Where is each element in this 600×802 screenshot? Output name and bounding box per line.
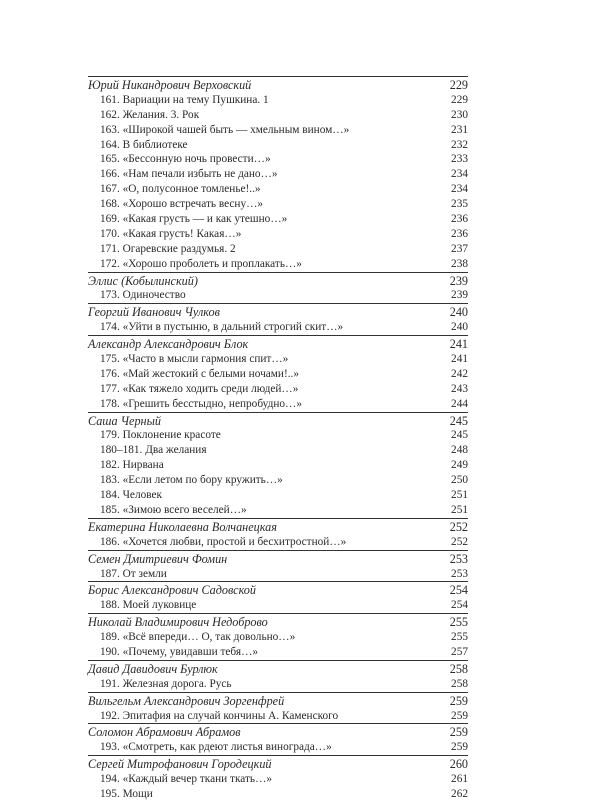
toc-section xyxy=(88,272,468,304)
poem-entry[interactable] xyxy=(88,288,468,303)
toc-section xyxy=(88,723,468,755)
poem-entry[interactable] xyxy=(88,320,468,335)
page-number: 259 xyxy=(451,709,468,722)
poem-entry[interactable] xyxy=(88,123,468,138)
page-number: 249 xyxy=(451,459,468,472)
poem-entry[interactable] xyxy=(88,473,468,488)
author-name: Борис Александрович Садовской xyxy=(88,583,256,598)
poem-title: 193. «Смотреть, как рдеют листья винограда…» xyxy=(100,741,332,754)
toc-section xyxy=(88,550,468,582)
page-number: 252 xyxy=(449,519,468,534)
poem-title: 168. «Хорошо встречать весну…» xyxy=(100,198,264,211)
page-number: 229 xyxy=(451,93,468,106)
page-number: 259 xyxy=(449,725,468,740)
poem-entry[interactable] xyxy=(88,227,468,242)
page-number: 239 xyxy=(449,273,468,288)
poem-entry[interactable] xyxy=(88,257,468,272)
page-number: 251 xyxy=(451,489,468,502)
author-entry[interactable] xyxy=(88,520,468,535)
poem-entry[interactable] xyxy=(88,182,468,197)
poem-entry[interactable] xyxy=(88,382,468,397)
poem-entry[interactable] xyxy=(88,787,468,802)
author-name: Семен Дмитриевич Фомин xyxy=(88,551,228,566)
page-number: 253 xyxy=(451,567,468,580)
poem-title: 185. «Зимою всего веселей…» xyxy=(100,503,247,516)
author-entry[interactable] xyxy=(88,78,468,93)
poem-entry[interactable] xyxy=(88,197,468,212)
toc-section xyxy=(88,303,468,335)
page-number: 240 xyxy=(449,305,468,320)
page-number: 230 xyxy=(451,108,468,121)
poem-title: 184. Человек xyxy=(100,489,163,502)
page-number: 259 xyxy=(451,741,468,754)
page-number: 261 xyxy=(451,773,468,786)
page-number: 258 xyxy=(449,661,468,676)
page-number: 242 xyxy=(451,367,468,380)
poem-entry[interactable] xyxy=(88,242,468,257)
poem-title: 164. В библиотеке xyxy=(100,138,188,151)
page-number: 235 xyxy=(451,198,468,211)
poem-entry[interactable] xyxy=(88,645,468,660)
page-number: 245 xyxy=(449,413,468,428)
poem-entry[interactable] xyxy=(88,152,468,167)
poem-entry[interactable] xyxy=(88,488,468,503)
toc-section xyxy=(88,412,468,518)
poem-title: 178. «Грешить бесстыдно, непробудно…» xyxy=(100,397,302,410)
page-number: 258 xyxy=(451,677,468,690)
page-number: 236 xyxy=(451,227,468,240)
poem-title: 169. «Какая грусть — и как утешно…» xyxy=(100,213,288,226)
poem-title: 186. «Хочется любви, простой и бесхитростной…» xyxy=(100,535,347,548)
author-name: Соломон Абрамович Абрамов xyxy=(88,725,241,740)
page-number: 243 xyxy=(451,382,468,395)
poem-title: 175. «Часто в мысли гармония спит…» xyxy=(100,353,289,366)
page-number: 253 xyxy=(449,551,468,566)
toc-section xyxy=(88,692,468,724)
page-number: 236 xyxy=(451,213,468,226)
author-entry[interactable] xyxy=(88,583,468,598)
page-number: 250 xyxy=(451,474,468,487)
poem-title: 166. «Нам печали избыть не дано…» xyxy=(100,168,278,181)
author-name: Георгий Иванович Чулков xyxy=(88,305,220,320)
toc-section xyxy=(88,613,468,660)
page-number: 255 xyxy=(451,631,468,644)
poem-title: 173. Одиночество xyxy=(100,289,186,302)
poem-entry[interactable] xyxy=(88,630,468,645)
author-entry[interactable] xyxy=(88,757,468,772)
poem-entry[interactable] xyxy=(88,772,468,787)
page-number: 232 xyxy=(451,138,468,151)
page-number: 248 xyxy=(451,444,468,457)
poem-title: 161. Вариации на тему Пушкина. 1 xyxy=(100,93,269,106)
author-entry[interactable] xyxy=(88,725,468,740)
page-number: 240 xyxy=(451,321,468,334)
poem-entry[interactable] xyxy=(88,443,468,458)
page-number: 237 xyxy=(451,242,468,255)
page-number: 255 xyxy=(449,615,468,630)
poem-title: 176. «Май жестокий с белыми ночами!..» xyxy=(100,367,300,380)
poem-title: 191. Железная дорога. Русь xyxy=(100,677,232,690)
author-entry[interactable] xyxy=(88,662,468,677)
page-number: 244 xyxy=(451,397,468,410)
poem-entry[interactable] xyxy=(88,535,468,550)
poem-entry[interactable] xyxy=(88,108,468,123)
toc-section xyxy=(88,76,468,272)
poem-title: 192. Эпитафия на случай кончины А. Каменского xyxy=(100,709,339,722)
page-number: 260 xyxy=(449,757,468,772)
page-number: 262 xyxy=(451,787,468,800)
author-name: Николай Владимирович Недоброво xyxy=(88,615,268,630)
poem-title: 194. «Каждый вечер ткани ткать…» xyxy=(100,773,273,786)
poem-title: 180–181. Два желания xyxy=(100,444,207,457)
poem-entry[interactable] xyxy=(88,367,468,382)
author-entry[interactable] xyxy=(88,274,468,289)
toc-section xyxy=(88,518,468,550)
page-number: 241 xyxy=(449,337,468,352)
page-number: 257 xyxy=(451,645,468,658)
author-name: Александр Александрович Блок xyxy=(88,337,249,352)
poem-title: 171. Огаревские раздумья. 2 xyxy=(100,242,236,255)
table-of-contents xyxy=(88,76,468,802)
author-name: Сергей Митрофанович Городецкий xyxy=(88,757,272,772)
poem-entry[interactable] xyxy=(88,677,468,692)
poem-title: 189. «Всё впереди… О, так довольно…» xyxy=(100,631,296,644)
poem-title: 182. Нирвана xyxy=(100,459,164,472)
author-entry[interactable] xyxy=(88,552,468,567)
toc-section xyxy=(88,755,468,802)
author-name: Екатерина Николаевна Волчанецкая xyxy=(88,519,277,534)
poem-entry[interactable] xyxy=(88,397,468,412)
toc-section xyxy=(88,581,468,613)
page-number: 234 xyxy=(451,183,468,196)
page-number: 241 xyxy=(451,353,468,366)
author-name: Вильгельм Александрович Зоргенфрей xyxy=(88,693,285,708)
page-number: 233 xyxy=(451,153,468,166)
poem-title: 165. «Бессонную ночь провести…» xyxy=(100,153,271,166)
poem-entry[interactable] xyxy=(88,138,468,153)
author-entry[interactable] xyxy=(88,414,468,429)
page-number: 239 xyxy=(451,289,468,302)
poem-title: 167. «О, полусонное томленье!..» xyxy=(100,183,261,196)
author-name: Эллис (Кобылинский) xyxy=(88,273,198,288)
poem-entry[interactable] xyxy=(88,93,468,108)
poem-title: 174. «Уйти в пустыню, в дальний строгий скит…» xyxy=(100,321,344,334)
poem-entry[interactable] xyxy=(88,598,468,613)
poem-title: 163. «Широкой чашей быть — хмельным вином…» xyxy=(100,123,350,136)
page-number: 234 xyxy=(451,168,468,181)
poem-title: 172. «Хорошо проболеть и проплакать…» xyxy=(100,257,302,270)
poem-entry[interactable] xyxy=(88,352,468,367)
page-number: 238 xyxy=(451,257,468,270)
author-entry[interactable] xyxy=(88,694,468,709)
poem-entry[interactable] xyxy=(88,458,468,473)
author-entry[interactable] xyxy=(88,615,468,630)
poem-entry[interactable] xyxy=(88,167,468,182)
author-name: Саша Черный xyxy=(88,413,161,428)
poem-title: 179. Поклонение красоте xyxy=(100,429,221,442)
poem-entry[interactable] xyxy=(88,212,468,227)
page-number: 254 xyxy=(449,583,468,598)
page-number: 252 xyxy=(451,535,468,548)
toc-section xyxy=(88,660,468,692)
page-number: 251 xyxy=(451,503,468,516)
author-name: Давид Давидович Бурлюк xyxy=(88,661,218,676)
poem-title: 195. Мощи xyxy=(100,787,153,800)
poem-entry[interactable] xyxy=(88,709,468,724)
poem-title: 177. «Как тяжело ходить среди людей…» xyxy=(100,382,299,395)
page-number: 254 xyxy=(451,599,468,612)
page-number: 259 xyxy=(449,693,468,708)
author-entry[interactable] xyxy=(88,305,468,320)
poem-entry[interactable] xyxy=(88,428,468,443)
poem-title: 183. «Если летом по бору кружить…» xyxy=(100,474,283,487)
page-number: 245 xyxy=(451,429,468,442)
author-name: Юрий Никандрович Верховский xyxy=(88,78,252,92)
author-entry[interactable] xyxy=(88,337,468,352)
toc-section xyxy=(88,335,468,411)
poem-title: 162. Желания. 3. Рок xyxy=(100,108,200,121)
poem-title: 187. От земли xyxy=(100,567,167,580)
page-number: 229 xyxy=(449,78,468,92)
poem-title: 170. «Какая грусть! Какая…» xyxy=(100,227,242,240)
poem-entry[interactable] xyxy=(88,740,468,755)
poem-title: 190. «Почему, увидавши тебя…» xyxy=(100,645,259,658)
poem-title: 188. Моей луковице xyxy=(100,599,197,612)
poem-entry[interactable] xyxy=(88,567,468,582)
poem-entry[interactable] xyxy=(88,503,468,518)
page-number: 231 xyxy=(451,123,468,136)
